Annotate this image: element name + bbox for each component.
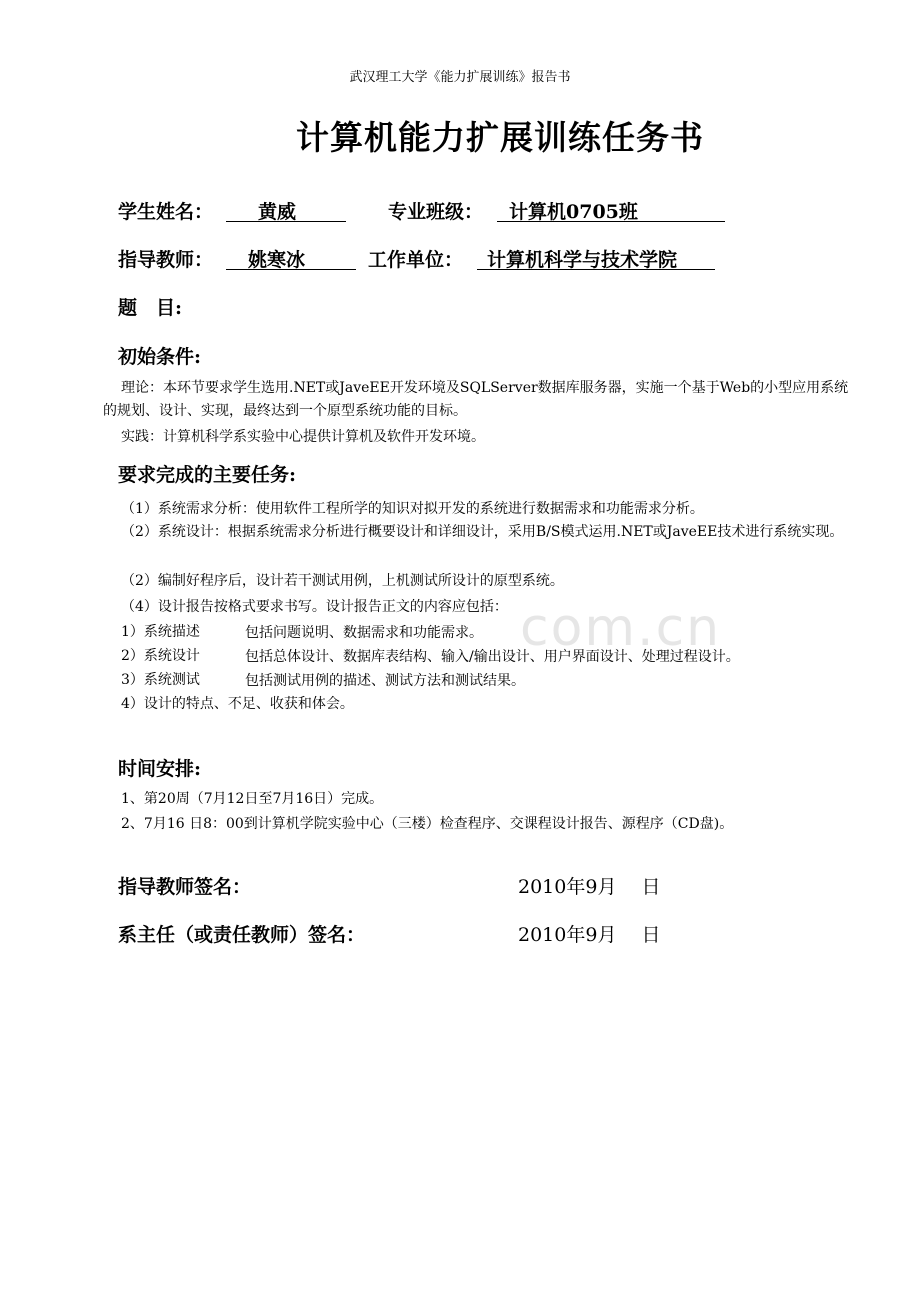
- teacher-field: [226, 245, 356, 270]
- initial-theory-text: 理论：本环节要求学生选用.NET或JaveEE开发环境及SQLServer数据库服务器，实施一个基于Web的小型应用系统的规划、设计、实现，最终达到一个原型系统功能的目标。: [103, 380, 849, 419]
- sub-item-desc: 包括总体设计、数据库表结构、输入/输出设计、用户界面设计、处理过程设计。: [245, 649, 740, 665]
- schedule-heading: 时间安排:: [118, 758, 202, 780]
- class-value: 计算机0705班: [509, 201, 638, 223]
- sub-item-label: 2）系统设计: [121, 648, 200, 664]
- document-title: 计算机能力扩展训练任务书: [296, 118, 704, 157]
- topic-label: 题 目:: [118, 297, 183, 319]
- sub-item-desc: 包括测试用例的描述、测试方法和测试结果。: [245, 673, 525, 689]
- task-item-1: （1）系统需求分析：使用软件工程所学的知识对拟开发的系统进行数据需求和功能需求分析。: [121, 501, 704, 517]
- sub-item-label: 1）系统描述: [121, 624, 200, 640]
- initial-practice-text: 实践：计算机科学系实验中心提供计算机及软件开发环境。: [121, 429, 485, 445]
- task-item-3: （2）编制好程序后，设计若干测试用例，上机测试所设计的原型系统。: [121, 573, 564, 589]
- class-label: 专业班级：: [388, 201, 484, 223]
- page-header: 武汉理工大学《能力扩展训练》报告书: [349, 70, 571, 85]
- schedule-line-2: 2、7月16 日8：00到计算机学院实验中心（三楼）检查程序、交课程设计报告、源程序（CD盘)。: [121, 816, 734, 832]
- sub-item-label: 3）系统测试: [121, 672, 200, 688]
- watermark: com.cn: [520, 598, 722, 658]
- unit-field: [477, 245, 715, 270]
- director-signature-label: 系主任（或责任教师）签名：: [118, 924, 366, 946]
- teacher-signature-date: 2010年9月 日: [518, 876, 661, 898]
- student-name-value: 黄威: [258, 201, 297, 223]
- initial-conditions-heading: 初始条件:: [118, 346, 202, 368]
- unit-value: 计算机科学与技术学院: [487, 249, 678, 271]
- sub-item-label: 4）设计的特点、不足、收获和体会。: [121, 696, 354, 712]
- teacher-value: 姚寒冰: [248, 249, 306, 271]
- class-field: [497, 197, 725, 222]
- student-name-label: 学生姓名：: [118, 201, 214, 223]
- director-signature-date: 2010年9月 日: [518, 924, 661, 946]
- task-item-2: （2）系统设计：根据系统需求分析进行概要设计和详细设计，采用B/S模式运用.NET或JaveEE技术进行系统实现。: [121, 524, 844, 540]
- teacher-label: 指导教师：: [118, 249, 214, 271]
- teacher-signature-label: 指导教师签名：: [118, 876, 252, 898]
- student-name-field: [226, 197, 346, 222]
- sub-item-desc: 包括问题说明、数据需求和功能需求。: [245, 625, 483, 641]
- unit-label: 工作单位：: [368, 249, 464, 271]
- schedule-line-1: 1、第20周（7月12日至7月16日）完成。: [121, 791, 384, 807]
- main-tasks-heading: 要求完成的主要任务:: [118, 464, 297, 486]
- task-item-4: （4）设计报告按格式要求书写。设计报告正文的内容应包括：: [121, 599, 508, 615]
